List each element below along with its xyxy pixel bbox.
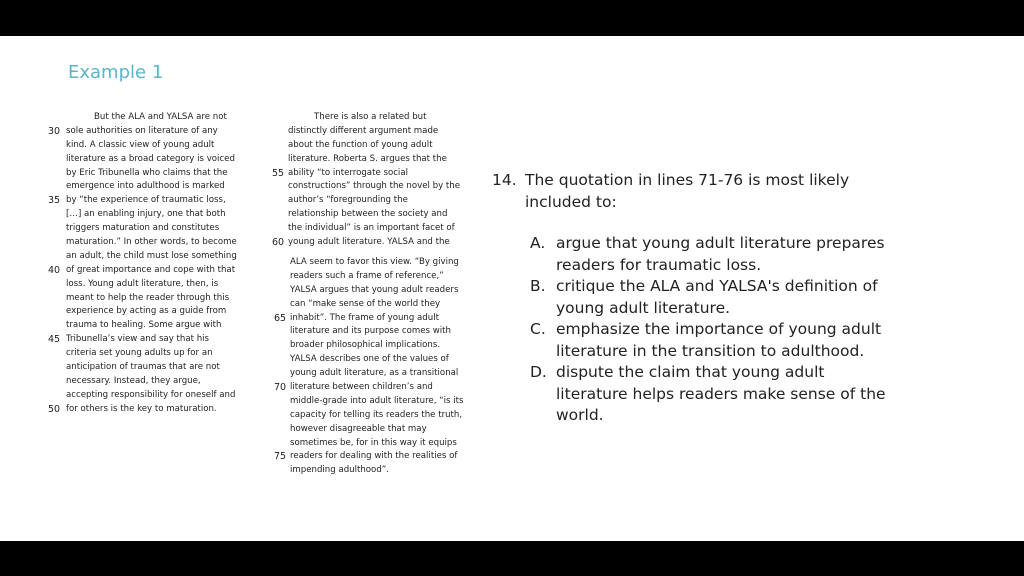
line-text: meant to help the reader through this <box>66 292 230 303</box>
line-text: impending adulthood”. <box>290 465 389 476</box>
line-text: by Eric Tribunella who claims that the <box>66 167 228 178</box>
answer-option[interactable] <box>492 362 892 427</box>
line-text: ability “to interrogate social <box>288 167 408 178</box>
line-text: YALSA describes one of the values of <box>290 354 449 365</box>
passage-column-left <box>48 111 241 417</box>
passage-line <box>66 319 241 333</box>
passage-line <box>288 180 463 194</box>
line-text: necessary. Instead, they argue, <box>66 375 201 386</box>
line-text: There is also a related but <box>314 112 427 122</box>
line-text: middle-grade into adult literature, “is its <box>290 395 464 406</box>
line-text: capacity for telling its readers the truth, <box>290 409 463 420</box>
passage-line <box>290 423 465 437</box>
passage-line <box>290 395 465 409</box>
passage-line <box>288 139 463 153</box>
answer-option[interactable] <box>492 233 892 276</box>
line-text: the individual” is an important facet of <box>288 223 455 234</box>
passage-line <box>66 167 241 181</box>
line-text: about the function of young adult <box>288 139 433 150</box>
question-number: 14. <box>492 171 517 189</box>
passage-line <box>288 153 463 167</box>
line-text: But the ALA and YALSA are not <box>94 112 227 122</box>
option-text: dispute the claim that young adult literature helps readers make sense of the world. <box>556 363 886 424</box>
passage-line <box>66 347 241 361</box>
question-stem: The quotation in lines 71-76 is most likely included to: <box>525 171 850 211</box>
passage-line <box>66 180 241 194</box>
line-text: Tribunella’s view and say that his <box>66 334 210 345</box>
line-text: relationship between the society and <box>288 209 448 220</box>
line-text: literature as a broad category is voiced <box>66 153 235 164</box>
passage-line <box>290 298 465 312</box>
line-number: 40 <box>48 264 61 276</box>
passage-line <box>288 222 463 236</box>
slide-title: Example 1 <box>68 62 164 83</box>
option-text: emphasize the importance of young adult literature in the transition to adulthood. <box>556 320 882 360</box>
line-text: loss. Young adult literature, then, is <box>66 278 219 289</box>
line-text: young adult literature. YALSA and the <box>288 237 450 248</box>
passage-line <box>290 339 465 353</box>
passage-line <box>66 278 241 292</box>
line-text: kind. A classic view of young adult <box>66 139 215 150</box>
line-text: for others is the key to maturation. <box>66 403 217 414</box>
line-text: criteria set young adults up for an <box>66 348 213 359</box>
passage-line <box>290 437 465 451</box>
passage-line <box>66 222 241 236</box>
line-text: constructions” through the novel by the <box>288 181 461 192</box>
answer-options <box>492 233 892 427</box>
line-text: young adult literature, as a transitional <box>290 368 459 379</box>
passage-line <box>66 153 241 167</box>
passage-line <box>290 325 465 339</box>
passage-column-right-bottom <box>274 256 465 478</box>
passage-line <box>48 125 241 139</box>
passage-line <box>66 139 241 153</box>
line-text: literature. Roberta S. argues that the <box>288 153 447 164</box>
passage-line <box>290 353 465 367</box>
option-text: critique the ALA and YALSA's definition of young adult literature. <box>556 277 878 317</box>
answer-option[interactable] <box>492 319 892 362</box>
passage-line <box>290 256 465 270</box>
passage-line <box>66 236 241 250</box>
line-text: accepting responsibility for oneself and <box>66 389 236 400</box>
line-text: of great importance and cope with that <box>66 264 236 275</box>
passage-line <box>290 284 465 298</box>
passage-line <box>66 375 241 389</box>
line-text: inhabit”. The frame of young adult <box>290 312 439 323</box>
passage-line <box>48 403 241 417</box>
line-text: by “the experience of traumatic loss, <box>66 195 226 206</box>
line-text: an adult, the child must lose something <box>66 250 237 261</box>
option-letter: A. <box>530 234 546 252</box>
passage-line <box>288 194 463 208</box>
passage-line <box>48 194 241 208</box>
passage-line <box>66 361 241 375</box>
passage-line <box>274 450 465 464</box>
passage-line <box>66 208 241 222</box>
line-text: experience by acting as a guide from <box>66 306 227 317</box>
line-number: 30 <box>48 125 61 137</box>
line-text: […] an enabling injury, one that both <box>66 209 226 220</box>
passage-column-right-top <box>272 111 463 250</box>
passage-line <box>288 208 463 222</box>
line-number: 50 <box>48 403 61 415</box>
line-number: 60 <box>272 237 285 249</box>
answer-option[interactable] <box>492 276 892 319</box>
passage-line <box>290 367 465 381</box>
option-letter: C. <box>530 320 546 338</box>
line-text: sole authorities on literature of any <box>66 125 218 136</box>
line-text: literature and its purpose comes with <box>290 326 452 337</box>
option-letter: D. <box>530 363 547 381</box>
line-text: YALSA argues that young adult readers <box>290 284 459 295</box>
line-text: triggers maturation and constitutes <box>66 223 220 234</box>
passage-line <box>272 236 463 250</box>
line-text: literature between children’s and <box>290 382 433 393</box>
passage-line <box>290 464 465 478</box>
passage-line <box>272 167 463 181</box>
line-text: author’s “foregrounding the <box>288 195 408 206</box>
passage-line <box>48 333 241 347</box>
question-block <box>492 170 892 427</box>
line-text: distinctly different argument made <box>288 125 439 136</box>
passage-line <box>66 250 241 264</box>
option-text: argue that young adult literature prepares readers for traumatic loss. <box>556 234 885 274</box>
line-text: readers such a frame of reference,” <box>290 270 444 281</box>
line-number: 35 <box>48 195 61 207</box>
line-text: anticipation of traumas that are not <box>66 362 220 373</box>
line-number: 45 <box>48 334 61 346</box>
line-text: broader philosophical implications. <box>290 340 441 351</box>
line-text: emergence into adulthood is marked <box>66 181 225 192</box>
passage-line <box>48 264 241 278</box>
passage-line <box>290 270 465 284</box>
line-text: sometimes be, for in this way it equips <box>290 437 457 448</box>
line-text: however disagreeable that may <box>290 423 427 434</box>
passage-line <box>66 111 241 125</box>
passage-line <box>274 312 465 326</box>
passage-line <box>290 409 465 423</box>
line-number: 55 <box>272 167 285 179</box>
passage-line <box>288 111 463 125</box>
line-text: maturation.” In other words, to become <box>66 237 237 248</box>
line-number: 75 <box>274 451 287 463</box>
passage-line <box>66 305 241 319</box>
line-text: can “make sense of the world they <box>290 298 441 309</box>
passage-line <box>288 125 463 139</box>
line-text: trauma to healing. Some argue with <box>66 320 222 331</box>
passage-line <box>274 381 465 395</box>
passage-line <box>66 292 241 306</box>
line-text: readers for dealing with the realities of <box>290 451 458 462</box>
line-text: ALA seem to favor this view. “By giving <box>290 257 459 267</box>
option-letter: B. <box>530 277 546 295</box>
slide <box>0 36 1024 541</box>
line-number: 65 <box>274 312 287 324</box>
line-number: 70 <box>274 382 287 394</box>
passage-line <box>66 389 241 403</box>
